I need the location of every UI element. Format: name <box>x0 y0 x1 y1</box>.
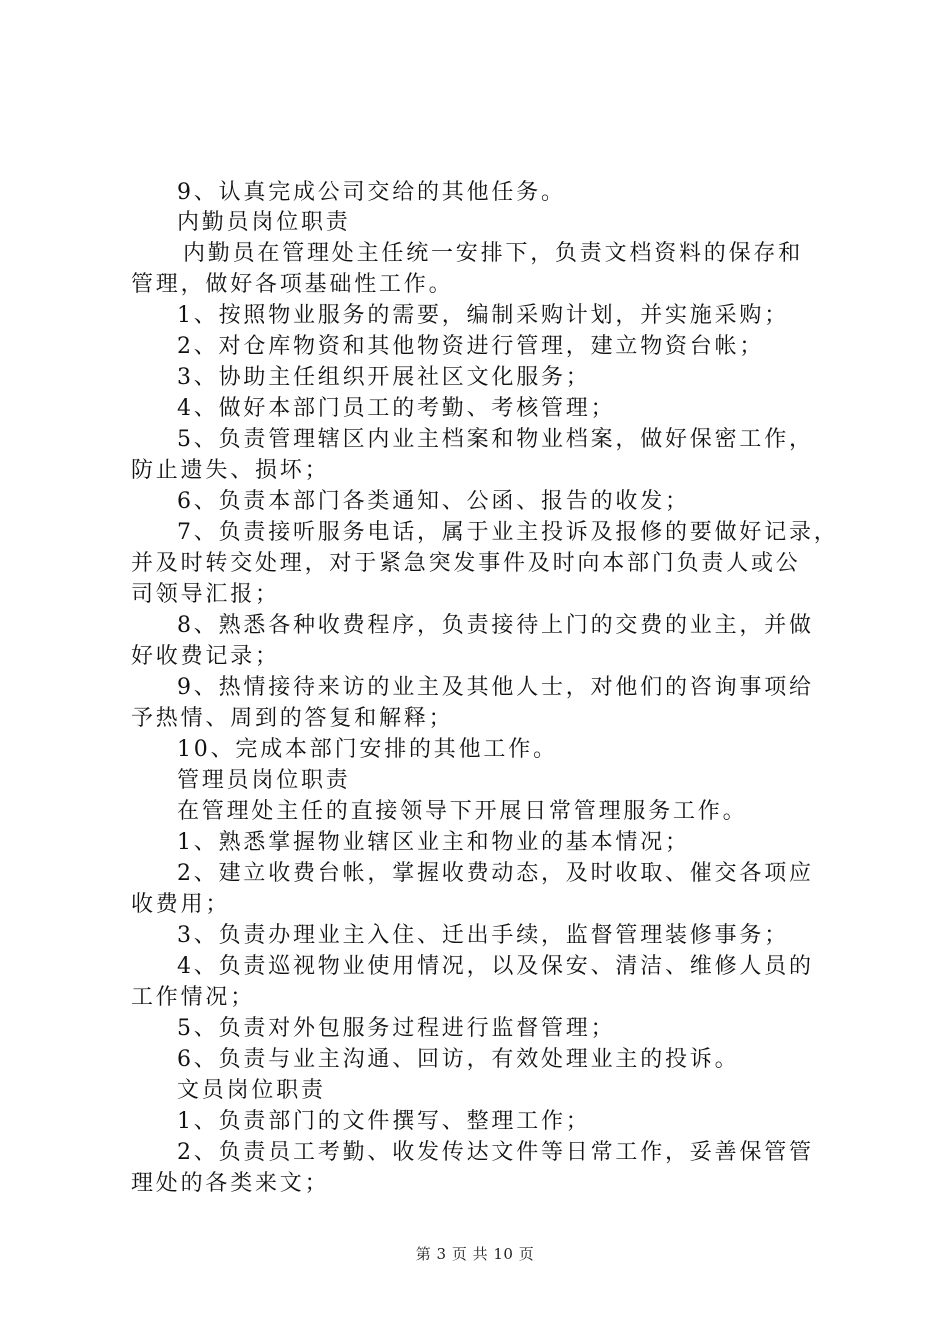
text-line-18: 予热情、周到的答复和解释； <box>131 706 454 731</box>
text-line-15: 8、熟悉各种收费程序，负责接待上门的交费的业主，并做 <box>177 613 814 638</box>
text-line-28: 5、负责对外包服务过程进行监督管理； <box>177 1016 616 1041</box>
text-line-21: 在管理处主任的直接领导下开展日常管理服务工作。 <box>177 799 748 824</box>
text-line-03: 内勤员在管理处主任统一安排下，负责文档资料的保存和 <box>183 241 804 266</box>
text-line-04: 管理，做好各项基础性工作。 <box>131 272 454 297</box>
text-line-11: 6、负责本部门各类通知、公函、报告的收发； <box>177 489 690 514</box>
text-line-27: 工作情况； <box>131 985 256 1010</box>
text-line-16: 好收费记录； <box>131 644 280 669</box>
text-line-07: 3、协助主任组织开展社区文化服务； <box>177 365 591 390</box>
section-heading-clerk: 文员岗位职责 <box>177 1078 326 1103</box>
text-line-29: 6、负责与业主沟通、回访，有效处理业主的投诉。 <box>177 1047 740 1072</box>
text-line-31: 1、负责部门的文件撰写、整理工作； <box>177 1109 591 1134</box>
text-line-13: 并及时转交处理，对于紧急突发事件及时向本部门负责人或公 <box>131 551 801 576</box>
text-line-23: 2、建立收费台帐，掌握收费动态，及时收取、催交各项应 <box>177 861 814 886</box>
section-heading-inner-clerk: 内勤员岗位职责 <box>177 210 351 235</box>
text-line-12: 7、负责接听服务电话，属于业主投诉及报修的要做好记录， <box>177 520 839 545</box>
section-heading-manager: 管理员岗位职责 <box>177 768 351 793</box>
text-line-24: 收费用； <box>131 892 231 917</box>
text-line-32: 2、负责员工考勤、收发传达文件等日常工作，妥善保管管 <box>177 1140 814 1165</box>
text-line-26: 4、负责巡视物业使用情况，以及保安、清洁、维修人员的 <box>177 954 814 979</box>
text-line-08: 4、做好本部门员工的考勤、考核管理； <box>177 396 616 421</box>
text-line-17: 9、热情接待来访的业主及其他人士，对他们的咨询事项给 <box>177 675 814 700</box>
text-line-05: 1、按照物业服务的需要，编制采购计划，并实施采购； <box>177 303 789 328</box>
text-line-14: 司领导汇报； <box>131 582 280 607</box>
text-line-25: 3、负责办理业主入住、迁出手续，监督管理装修事务； <box>177 923 789 948</box>
text-line-22: 1、熟悉掌握物业辖区业主和物业的基本情况； <box>177 830 690 855</box>
text-line-33: 理处的各类来文； <box>131 1171 330 1196</box>
text-line-01: 9、认真完成公司交给的其他任务。 <box>177 180 566 205</box>
page-footer: 第 3 页 共 10 页 <box>415 1245 535 1263</box>
text-line-09: 5、负责管理辖区内业主档案和物业档案，做好保密工作， <box>177 427 814 452</box>
text-line-10: 防止遗失、损坏； <box>131 458 330 483</box>
text-line-19: 10、完成本部门安排的其他工作。 <box>177 737 558 762</box>
text-line-06: 2、对仓库物资和其他物资进行管理，建立物资台帐； <box>177 334 765 359</box>
